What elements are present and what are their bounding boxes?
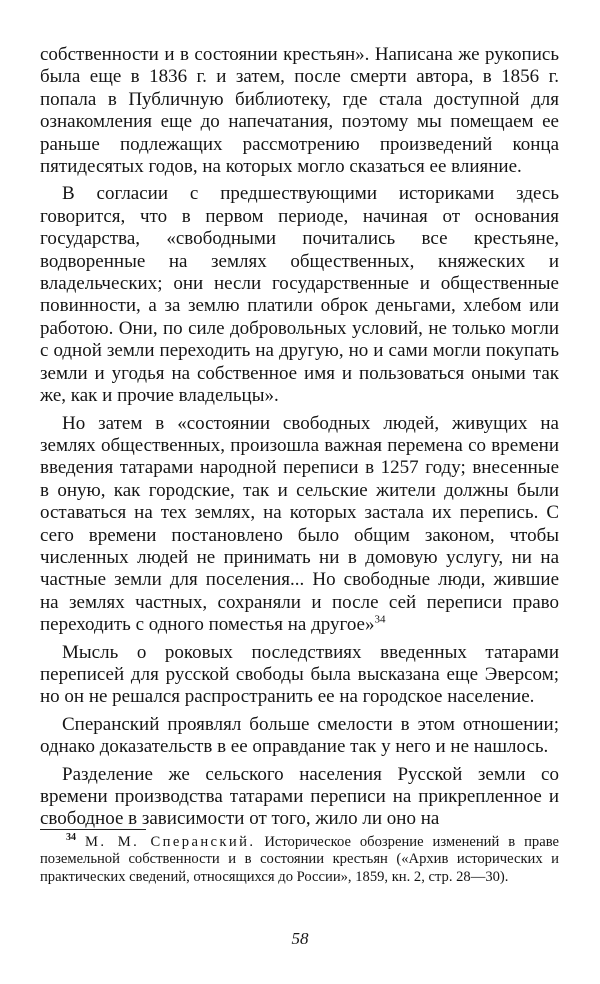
footnote-author: М. М. Сперанский. xyxy=(84,834,256,850)
paragraph-3-text: Но затем в «состоянии свободных людей, живущих на землях общественных, произошла важная перемена со времени введения татарами народной переписи в 1257 году; внесенные в оную, как городские, так и сельские жители должны были оставаться на тех землях, на которых застала их перепись. С сего времени постановлено было общим законом, чтобы численных людей не принимать ни в домовую услугу, ни на частные земли для поселения... Но свободные люди, жившие на землях частных, сохраняли и после сей переписи право переходить с одного поместья на другое» xyxy=(40,412,559,636)
paragraph-2: В согласии с предшествующими историками здесь говорится, что в первом периоде, начиная от основания государства, «свободными почитались все крестьяне, водворенные на землях общественных, княжеских и владельческих; они несли государственные и общественные повинности, а за землю платили оброк деньгами, хлебом или работою. Они, по силе добровольных условий, не только могли с одной земли переходить на другую, но и сами могли покупать земли и угодья на собственное имя и пользоваться оными так же, как и прочие владельцы». xyxy=(40,183,559,407)
footnote-number: 34 xyxy=(66,832,76,844)
paragraph-6: Разделение же сельского населения Русской земли со времени производства татарами переписи на прикрепленное и свободное в зависимости от того, жило ли оно на xyxy=(40,763,559,830)
paragraph-5: Сперанский проявлял больше смелости в этом отношении; однако доказательств в ее оправдание так у него и не нашлось. xyxy=(40,713,559,758)
footnote-divider xyxy=(40,829,146,830)
footnote-reference[interactable]: 34 xyxy=(374,613,386,626)
footnote xyxy=(40,834,559,886)
footnote-text: Историческое обозрение изменений в праве поземельной собственности и в состоянии крестьян («Архив исторических и практических сведений, относящихся до России», 1859, кн. 2, стр. 28—30). xyxy=(40,834,559,885)
main-text xyxy=(40,44,559,831)
page-number: 58 xyxy=(291,929,309,948)
paragraph-1: собственности и в состоянии крестьян». Написана же рукопись была еще в 1836 г. и затем, после смерти автора, в 1856 г. попала в Публичную библиотеку, где стала доступной для ознакомления еще до напечатания, поэтому мы помещаем ее раньше подлежащих рассмотрению произведений конца пятидесятых годов, на которых могло сказаться ее влияние. xyxy=(40,44,559,178)
paragraph-3 xyxy=(40,413,559,637)
paragraph-4: Мысль о роковых последствиях введенных татарами переписей для русской свободы была высказана еще Эверсом; но он не решался распространить ее на городское население. xyxy=(40,641,559,708)
